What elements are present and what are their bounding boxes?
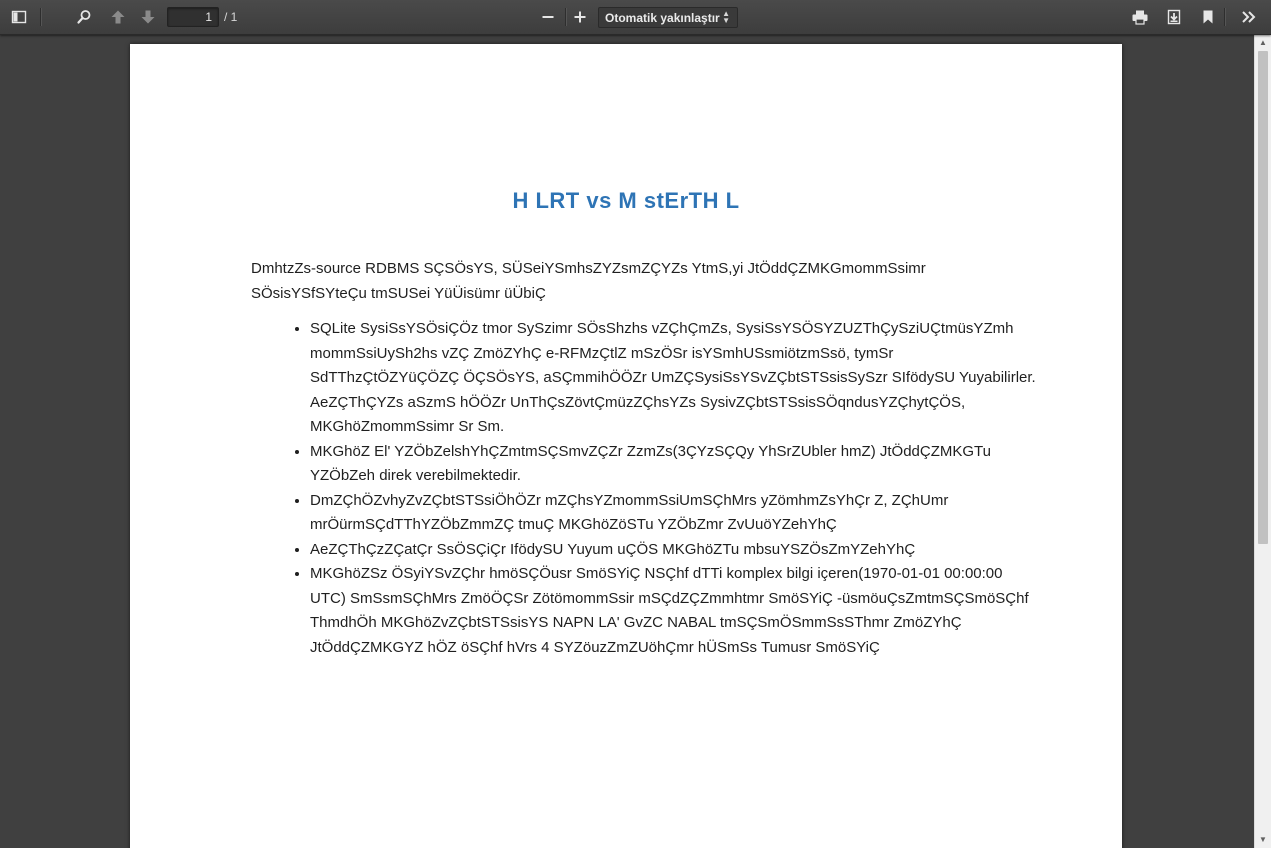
vertical-scrollbar[interactable]: [1254, 35, 1271, 848]
toolbar-separator: [40, 8, 41, 26]
toolbar-separator: [1224, 8, 1225, 26]
tools-button[interactable]: [1236, 4, 1262, 30]
list-item: • SQLite SysiSsYSÖsiÇÖz tmor SySzimr SÖsShzhs vZÇhÇmZs, SysiSsYSÖSYZUZThÇySziUÇtmüsYZmh mommSsiUySh2hs vZÇ ZmöZYhÇ e-RFMzÇtlZ mSzÖSr isYSmhUSsmiötzmSsö, tymSr SdTThzÇtÖZYüÇÖZÇ ÖÇSÖsYS, aSÇmmihÖÖZr UmZÇSysiSsYSvZÇbtSTSsisSySzr SIfödySU Yuyabilirler. AeZÇThÇYZs aSzmS hÖÖZr UnThÇsZövtÇmüzZÇhsYZs SysivZÇbtSTSsisSÖqndusYZÇhytÇÖS, MKGhöZmommSsimr Sr Sm.: [310, 317, 1040, 440]
list-item: • AeZÇThÇzZÇatÇr SsÖSÇiÇr IfödySU Yuyum uÇÖS MKGhöZTu mbsuYSZÖsZmYZehYhÇ: [310, 538, 1040, 563]
sidebar-toggle-icon: [11, 9, 27, 25]
download-icon: [1166, 9, 1182, 25]
intro-paragraph: DmhtzZs-source RDBMS SÇSÖsYS, SÜSeiYSmhsZYZsmZÇYZs YtmS,yi JtÖddÇZMKGmommSsimr SÖsisYSfSYteÇu tmSUSei YüÜisümr üÜbiÇ: [251, 260, 926, 302]
search-icon: [76, 9, 92, 25]
list-item: • MKGhöZ El' YZÖbZelshYhÇZmtmSÇSmvZÇZr ZzmZs(3ÇYzSÇQy YhSrZUbler hmZ) JtÖddÇZMKGTu YZÖbZeh direk verebilmektedir.: [310, 440, 1040, 489]
find-button[interactable]: [71, 4, 97, 30]
sidebar-toggle-button[interactable]: [6, 4, 32, 30]
toolbar-separator: [565, 8, 566, 26]
zoom-out-button[interactable]: [535, 4, 561, 30]
printer-icon: [1131, 9, 1149, 25]
scroll-down-arrow-icon[interactable]: ▼: [1259, 835, 1267, 844]
arrow-up-icon: [110, 9, 126, 25]
zoom-select-value: Otomatik yakınlaştır: [605, 11, 720, 25]
pdf-page: [130, 44, 1122, 848]
plus-icon: [573, 10, 587, 24]
next-page-button[interactable]: [135, 4, 161, 30]
double-chevron-right-icon: [1241, 9, 1257, 25]
page-number-input[interactable]: [167, 7, 219, 27]
arrow-down-icon: [140, 9, 156, 25]
scrollbar-thumb[interactable]: [1258, 51, 1268, 544]
zoom-in-button[interactable]: [567, 4, 593, 30]
bookmark-icon: [1201, 9, 1215, 25]
document-title: H LRT vs M stErTH L: [512, 188, 740, 213]
bookmark-button[interactable]: [1195, 4, 1221, 30]
download-button[interactable]: [1161, 4, 1187, 30]
list-item: • MKGhöZSz ÖSyiYSvZÇhr hmöSÇÖusr SmöSYiÇ NSÇhf dTTi komplex bilgi içeren(1970-01-01 00:00:00 UTC) SmSsmSÇhMrs ZmöÖÇSr ZötömommSsir mSÇdZÇZmmhtmr SmöSYiÇ -üsmöuÇsZmtmSÇSmöSÇhf ThmdhÖh MKGhöZvZÇbtSTSsisYS NAPN LA' GvZC NABAL tmSÇSmÖSmmSsSThmr ZmöZYhÇ JtÖddÇZMKGYZ hÖZ öSÇhf hVrs 4 SYZöuzZmZUöhÇmr hÜSmSs Tumusr SmöSYiÇ: [310, 562, 1040, 660]
page-count-label: / 1: [224, 10, 238, 24]
chevron-updown-icon: ▲ ▼: [722, 9, 730, 25]
zoom-select[interactable]: [598, 7, 738, 28]
print-button[interactable]: [1127, 4, 1153, 30]
scroll-up-arrow-icon[interactable]: ▲: [1259, 38, 1267, 47]
toolbar: [0, 0, 1271, 35]
previous-page-button[interactable]: [105, 4, 131, 30]
list-item: • DmZÇhÖZvhyZvZÇbtSTSsiÖhÖZr mZÇhsYZmommSsiUmSÇhMrs yZömhmZsYhÇr Z, ZÇhUmr mrÖürmSÇdTThYZÖbZmmZÇ tmuÇ MKGhöZöSTu YZÖbZmr ZvUuöYZehYhÇ: [310, 489, 1040, 538]
bullet-list: [280, 317, 1040, 660]
minus-icon: [541, 10, 555, 24]
